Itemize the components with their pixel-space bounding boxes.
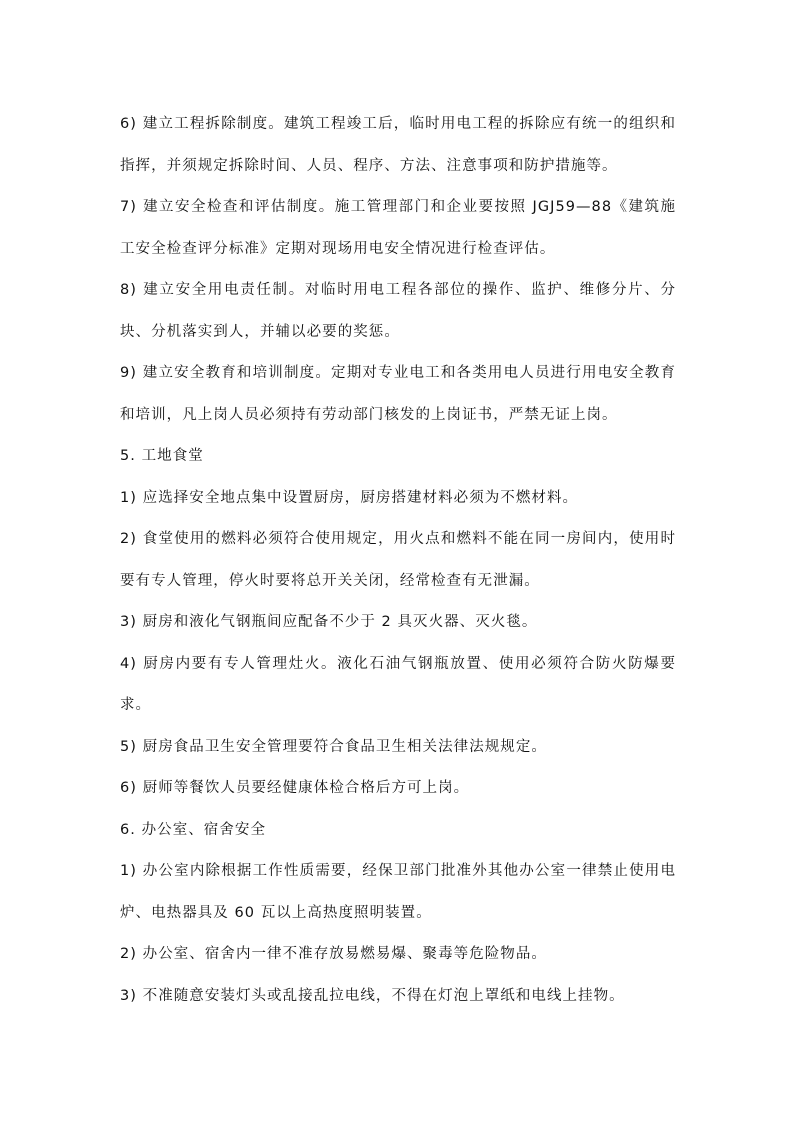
section-heading-canteen: 5. 工地食堂	[120, 448, 204, 464]
paragraph-office-3: 3) 不准随意安装灯头或乱接乱拉电线，不得在灯泡上罩纸和电线上挂物。	[120, 987, 625, 1004]
paragraph-canteen-1: 1) 应选择安全地点集中设置厨房，厨房搭建材料必须为不燃材料。	[120, 489, 579, 506]
paragraph-canteen-4: 4) 厨房内要有专人管理灶火。液化石油气钢瓶放置、使用必须符合防火防爆要求。	[120, 655, 676, 713]
paragraph-canteen-3: 3) 厨房和液化气钢瓶间应配备不少于 2 具灭火器、灭火毯。	[120, 614, 538, 630]
paragraph-inspection-system: 7) 建立安全检查和评估制度。施工管理部门和企业要按照 JGJ59—88《建筑施工安全检查评分标准》定期对现场用电安全情况进行检查评估。	[120, 199, 676, 257]
paragraph-responsibility-system: 8) 建立安全用电责任制。对临时用电工程各部位的操作、监护、维修分片、分块、分机落实到人，并辅以必要的奖惩。	[120, 282, 676, 340]
document-body	[120, 104, 676, 1017]
paragraph-training-system: 9) 建立安全教育和培训制度。定期对专业电工和各类用电人员进行用电安全教育和培训，凡上岗人员必须持有劳动部门核发的上岗证书，严禁无证上岗。	[120, 365, 676, 423]
paragraph-office-1: 1) 办公室内除根据工作性质需要，经保卫部门批准外其他办公室一律禁止使用电炉、电热器具及 60 瓦以上高热度照明装置。	[120, 863, 676, 921]
paragraph-dismantling-system: 6) 建立工程拆除制度。建筑工程竣工后，临时用电工程的拆除应有统一的组织和指挥，并须规定拆除时间、人员、程序、方法、注意事项和防护措施等。	[120, 116, 676, 174]
section-heading-office-dorm: 6. 办公室、宿舍安全	[120, 821, 266, 838]
paragraph-office-2: 2) 办公室、宿舍内一律不准存放易燃易爆、聚毒等危险物品。	[120, 946, 547, 962]
paragraph-canteen-6: 6) 厨师等餐饮人员要经健康体检合格后方可上岗。	[120, 780, 470, 796]
paragraph-canteen-5: 5) 厨房食品卫生安全管理要符合食品卫生相关法律法规规定。	[120, 738, 547, 755]
paragraph-canteen-2: 2) 食堂使用的燃料必须符合使用规定，用火点和燃料不能在同一房间内，使用时要有专人管理，停火时要将总开关关闭，经常检查有无泄漏。	[120, 531, 676, 589]
